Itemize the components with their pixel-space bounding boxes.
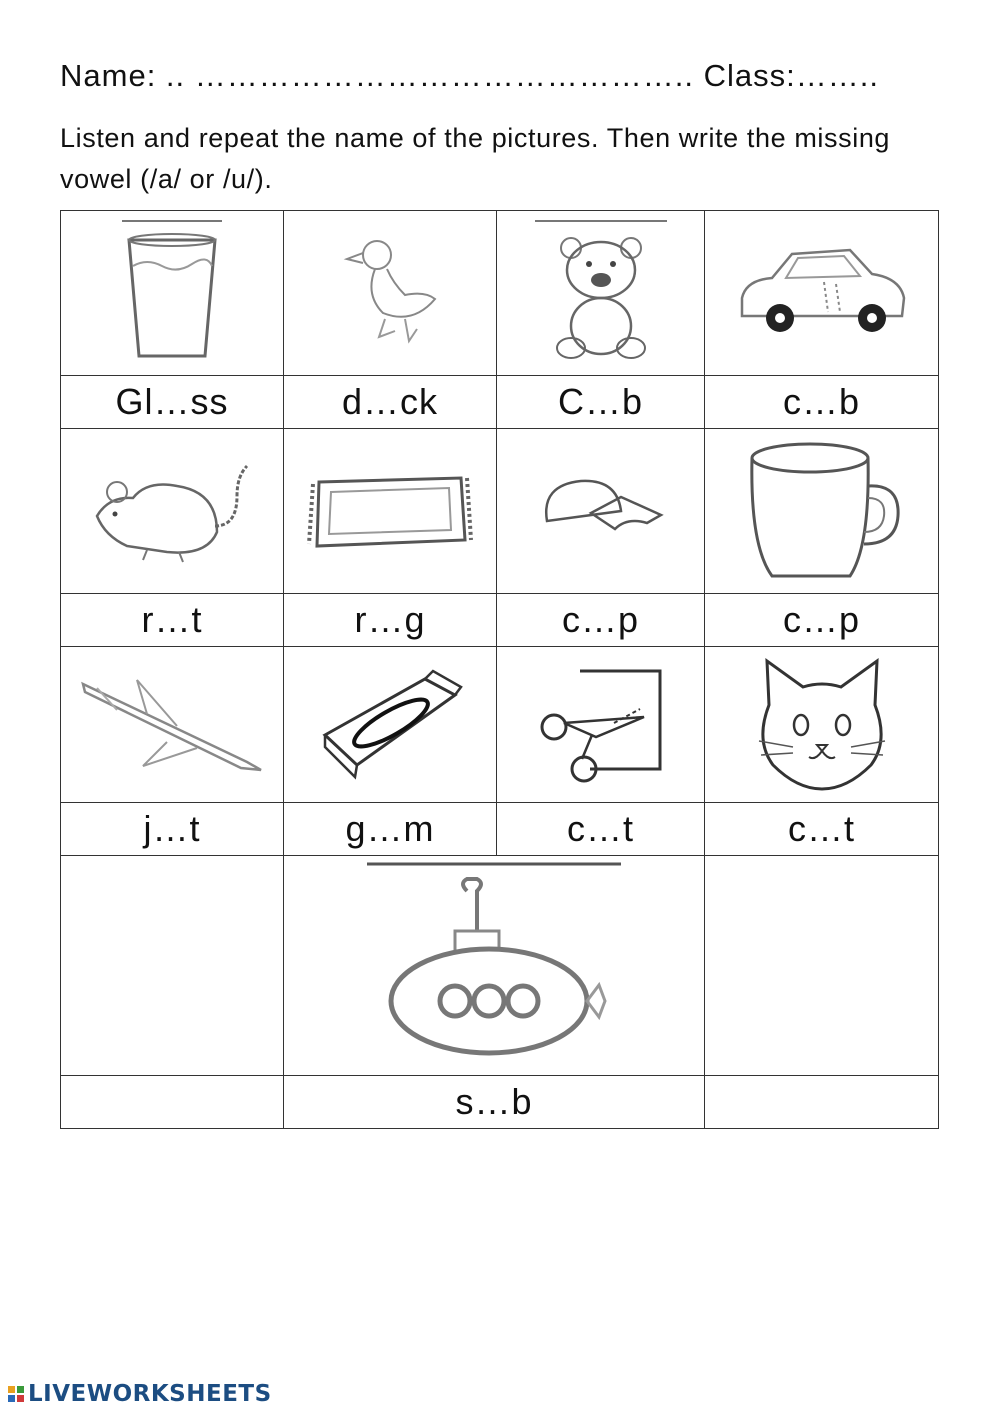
word-blank[interactable]: r…g — [284, 594, 497, 647]
picture-cell — [705, 211, 939, 376]
picture-cell — [284, 647, 497, 803]
word-blank[interactable]: C…b — [497, 376, 705, 429]
word-blank[interactable]: c…t — [705, 803, 939, 856]
word-blank[interactable]: c…p — [705, 594, 939, 647]
word-blank[interactable]: Gl…ss — [61, 376, 284, 429]
word-blank[interactable]: c…t — [497, 803, 705, 856]
empty-cell — [61, 856, 284, 1076]
cup-icon — [732, 436, 912, 586]
glass-icon — [117, 218, 227, 368]
worksheet-table — [60, 210, 939, 1129]
picture-cell — [497, 647, 705, 803]
picture-cell — [284, 856, 705, 1076]
word-blank[interactable]: g…m — [284, 803, 497, 856]
picture-cell — [705, 429, 939, 594]
gum-icon — [315, 665, 465, 785]
word-blank[interactable]: c…p — [497, 594, 705, 647]
liveworksheets-logo — [8, 1381, 272, 1407]
word-blank[interactable]: d…ck — [284, 376, 497, 429]
picture-cell — [61, 211, 284, 376]
picture-cell — [61, 647, 284, 803]
logo-mark-icon — [8, 1386, 24, 1402]
empty-cell — [705, 1076, 939, 1129]
picture-cell — [497, 429, 705, 594]
duck-icon — [335, 233, 445, 353]
word-blank[interactable]: s…b — [284, 1076, 705, 1129]
bear-icon — [531, 218, 671, 368]
logo-text: LIVEWORKSHEETS — [28, 1381, 272, 1407]
rat-icon — [87, 456, 257, 566]
empty-cell — [61, 1076, 284, 1129]
word-blank[interactable]: c…b — [705, 376, 939, 429]
cat-icon — [747, 655, 897, 795]
instructions: Listen and repeat the name of the pictures. Then write the missing vowel (/a/ or /u/). — [60, 123, 891, 194]
scissors-icon — [536, 665, 666, 785]
name-class-line: Name: .. ……………………………………….. Class:…….. — [60, 58, 879, 93]
cap-icon — [531, 471, 671, 551]
word-blank[interactable]: r…t — [61, 594, 284, 647]
word-blank[interactable]: j…t — [61, 803, 284, 856]
car-icon — [732, 238, 912, 348]
picture-cell — [284, 429, 497, 594]
picture-cell — [497, 211, 705, 376]
picture-cell — [61, 429, 284, 594]
picture-cell — [705, 647, 939, 803]
submarine-icon — [359, 861, 629, 1071]
empty-cell — [705, 856, 939, 1076]
jet-icon — [77, 670, 267, 780]
rug-icon — [305, 466, 475, 556]
picture-cell — [284, 211, 497, 376]
